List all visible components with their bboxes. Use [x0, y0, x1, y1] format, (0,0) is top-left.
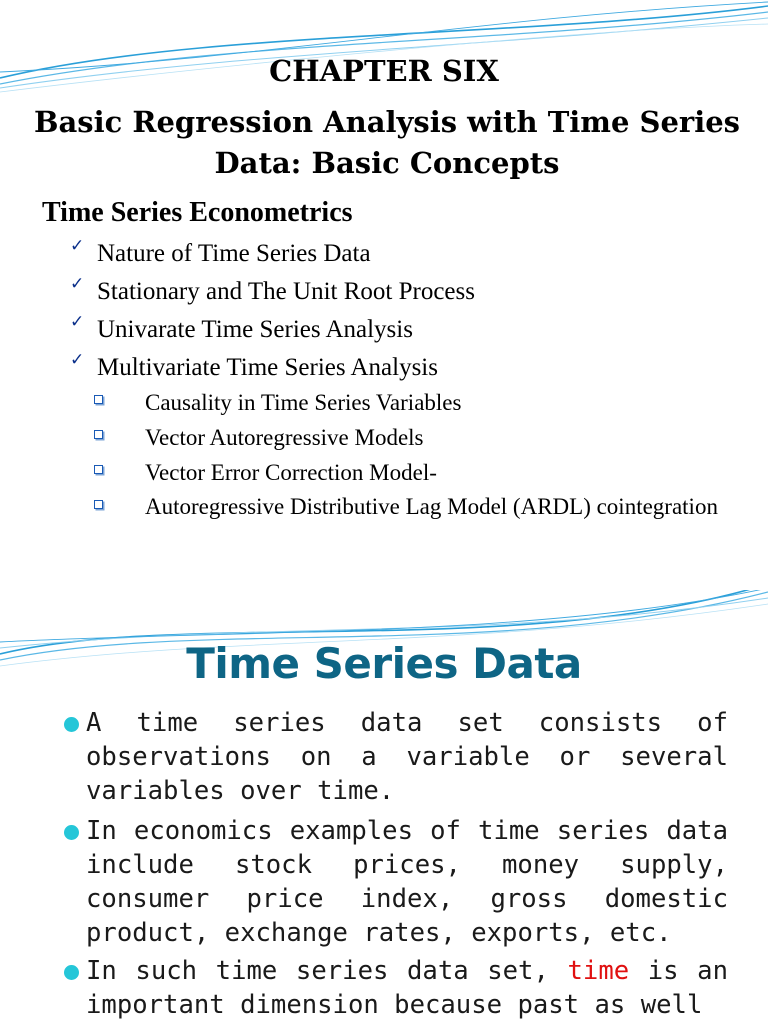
list-item-text: Vector Autoregressive Models: [145, 425, 424, 450]
check-icon: ✓: [70, 312, 85, 332]
list-item-text: Causality in Time Series Variables: [145, 390, 462, 415]
list-item-text: Multivariate Time Series Analysis: [97, 354, 438, 381]
list-item-text: Autoregressive Distributive Lag Model (ARDL) cointegration: [145, 494, 718, 519]
chapter-title: CHAPTER SIX: [269, 54, 499, 88]
slide-title: Time Series Data: [186, 639, 582, 688]
bullet-text-after: is an important dimension because past as well: [86, 956, 729, 1020]
list-item-text: Vector Error Correction Model-: [145, 460, 437, 485]
slide-2: [0, 590, 768, 1024]
list-item: [86, 706, 728, 808]
bullet-text-before: In such time series data set,: [86, 956, 568, 986]
list-item-text: [86, 956, 728, 1020]
square-bullet-icon: [94, 500, 103, 509]
circle-bullet-icon: [64, 717, 79, 732]
circle-bullet-icon: [64, 965, 79, 980]
list-item-text: Nature of Time Series Data: [97, 240, 371, 267]
highlight-word: time: [567, 956, 630, 986]
section-heading: Time Series Econometrics: [42, 197, 353, 228]
list-item-text: Univarate Time Series Analysis: [97, 316, 413, 343]
square-bullet-icon: [94, 430, 103, 439]
list-item-text: Stationary and The Unit Root Process: [97, 278, 475, 305]
list-item: [86, 814, 728, 950]
check-icon: ✓: [70, 236, 85, 256]
list-item-text: A time series data set consists of observations on a variable or several variables over time.: [86, 708, 728, 806]
list-item-text: In economics examples of time series data include stock prices, money supply, consumer price index, gross domestic product, exchange rates, exports, etc.: [86, 816, 728, 948]
square-bullet-icon: [94, 465, 103, 474]
slide-title: Basic Regression Analysis with Time Series Data: Basic Concepts: [33, 105, 740, 180]
check-icon: ✓: [70, 274, 85, 294]
square-bullet-icon: [94, 395, 103, 404]
check-icon: ✓: [70, 350, 85, 370]
circle-bullet-icon: [64, 825, 79, 840]
list-item: [86, 954, 728, 1022]
